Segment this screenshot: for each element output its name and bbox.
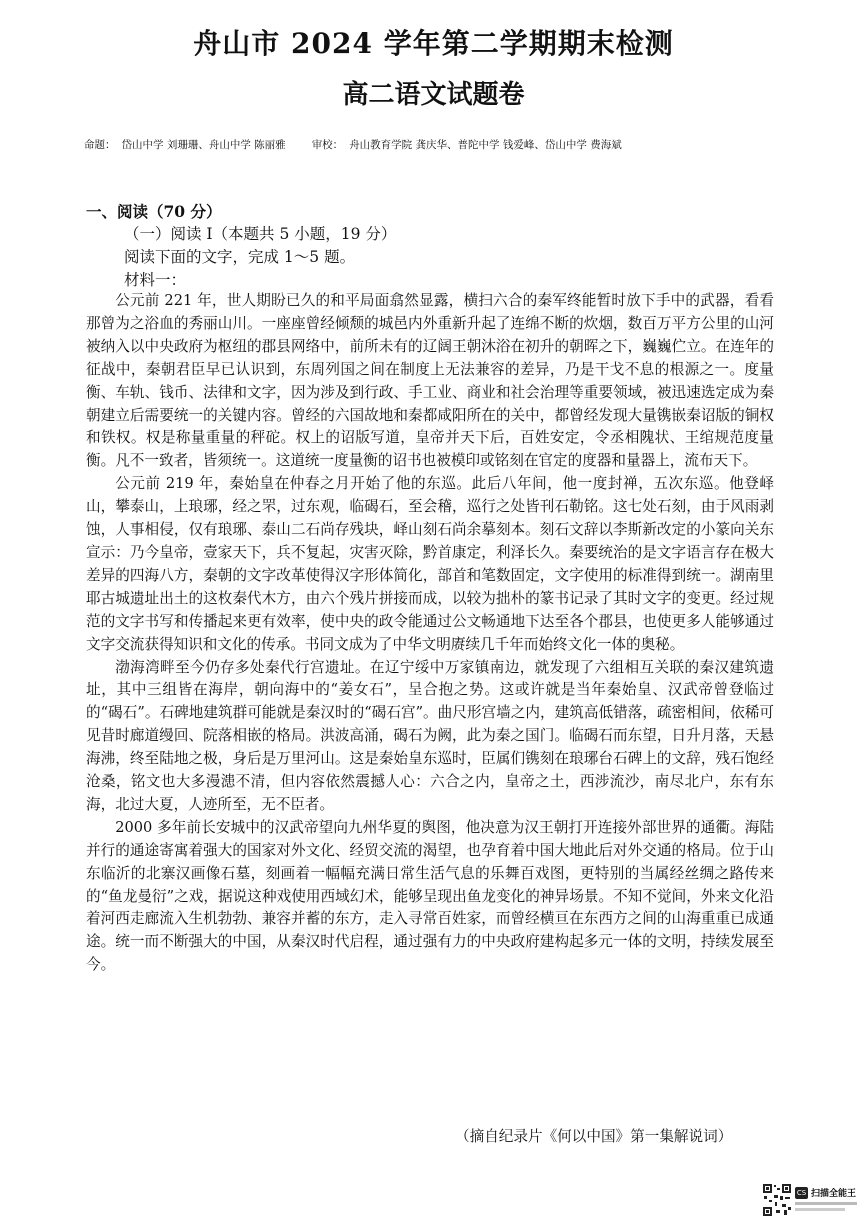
section-title: 一、阅读（70 分） [86, 202, 222, 221]
material-label: 材料一： [124, 271, 187, 289]
paragraph-3: 渤海湾畔至今仍存多处秦代行宫遗址。在辽宁绥中万家镇南边，就发现了六组相互关联的秦汉建筑遗址，其中三组皆在海岸，朝向海中的“姜女石”，呈合抱之势。这或许就是当年秦始皇、汉武帝曾登临过的“碣石”。石碑地建筑群可能就是秦汉时的“碣石宫”。曲尺形宫墙之内，建筑高低错落，疏密相间，依稀可见昔时廊道缦回、院落相嵌的格局。洪波高涌，碣石为阙，此为秦之国门。临碣石而东望，日升月落，天悬海沸，终至陆地之极，身后是万里河山。这是秦始皇东巡时，臣属们镌刻在琅琊台石碑上的文辞，残石饱经沧桑，铭文也大多漫漶不清，但内容依然震撼人心：六合之内，皇帝之土，西涉流沙，南尽北户，东有东海，北过大夏，人迹所至，无不臣者。 [86, 658, 774, 813]
scanner-logo: CS [796, 1189, 807, 1197]
scanner-watermark [762, 1183, 862, 1219]
exam-title: 舟山市 2024 学年第二学期期末检测 [193, 27, 674, 60]
authors: 岱山中学 刘珊珊、舟山中学 陈丽雅 [121, 139, 286, 151]
paragraph-1: 公元前 221 年，世人期盼已久的和平局面翕然显露，横扫六合的秦军终能暂时放下手中的武器，看看那曾为之浴血的秀丽山川。一座座曾经倾颓的城邑内外重新升起了连绵不断的炊烟，数百万平方公里的山河被纳入以中央政府为枢纽的郡县网络中，前所未有的辽阔王朝沐浴在初升的朝晖之下，巍巍伫立。在连年的征战中，秦朝君臣早已认识到，东周列国之间在制度上无法兼容的差异，乃是干戈不息的根源之一。度量衡、车轨、钱币、法律和文字，因为涉及到行政、手工业、商业和社会治理等重要领域，被迅速选定成为秦朝建立后需要统一的关键内容。曾经的六国故地和秦都咸阳所在的关中，都曾经发现大量镌嵌秦诏版的铜权和铁权。权是称量重量的秤砣。权上的诏版写道，皇帝并天下后，百姓安定，令丞相隗状、王绾规范度量衡。凡不一致者，皆须统一。这道统一度量衡的诏书也被模印或铭刻在官定的度器和量器上，流布天下。 [86, 292, 774, 470]
paragraph-2: 公元前 219 年，秦始皇在仲春之月开始了他的东巡。此后八年间，他一度封禅，五次东巡。他登峄山，攀泰山，上琅琊，经之罘，过东观，临碣石，至会稽，巡行之处皆刊石勒铭。这七处石刻，由于风雨剥蚀，人事相侵，仅有琅琊、泰山二石尚存残块，峄山刻石尚余摹刻本。刻石文辞以李斯新改定的小篆向关东宣示：乃今皇帝，壹家天下，兵不复起，灾害灭除，黔首康定，利泽长久。秦要统治的是文字语言存在极大差异的四海八方，秦朝的文字改革使得汉字形体简化，部首和笔数固定，文字使用的标准得到统一。湖南里耶古城遗址出土的这枚秦代木方，由六个残片拼接而成，以较为拙朴的篆书记录了其时文字的变更。经过规范的文字书写和传播起来更有效率，使中央的政令能通过公文畅通地下达至各个郡县，也使更多人能够通过文字交流获得知识和文化的传承。书同文成为了中华文明赓续几千年而始终文化一体的奥秘。 [86, 475, 774, 653]
scanner-caption-line [795, 1202, 857, 1205]
passage-source: （摘自纪录片《何以中国》第一集解说词） [455, 1128, 733, 1145]
instruction: 阅读下面的文字，完成 1～5 题。 [124, 248, 356, 266]
reviewers-label: 审校： [311, 139, 344, 151]
paragraph-4: 2000 多年前长安城中的汉武帝望向九州华夏的舆图，他决意为汉王朝打开连接外部世界的通衢。海陆并行的通途寄寓着强大的国家对外文化、经贸交流的渴望，也孕育着中国大地此后对外交通的格局。位于山东临沂的北寨汉画像石墓，刻画着一幅幅充满日常生活气息的乐舞百戏图，更特别的当属经丝绸之路传来的“鱼龙曼衍”之戏，据说这种戏使用西域幻术，能够呈现出鱼龙变化的神异场景。不知不觉间，外来文化沿着河西走廊流入生机勃勃、兼容并蓄的东方，走入寻常百姓家，而曾经横亘在东西方之间的山海重重已成通途。统一而不断强大的中国，从秦汉时代启程，通过强有力的中央政府建构起多元一体的文明，持续发展至今。 [86, 818, 774, 974]
exam-subtitle: 高二语文试题卷 [342, 80, 525, 110]
scanner-caption-line [795, 1208, 845, 1211]
passage-body [86, 290, 774, 977]
qr-code-icon [762, 1183, 792, 1217]
subsection-title: （一）阅读 I（本题共 5 小题，19 分） [124, 225, 397, 243]
scanner-name: 扫描全能王 [811, 1189, 857, 1199]
authors-label: 命题： [84, 139, 116, 151]
credits-line [84, 137, 804, 152]
reviewers: 舟山教育学院 龚庆华、普陀中学 钱爱峰、岱山中学 费海斌 [349, 139, 622, 151]
